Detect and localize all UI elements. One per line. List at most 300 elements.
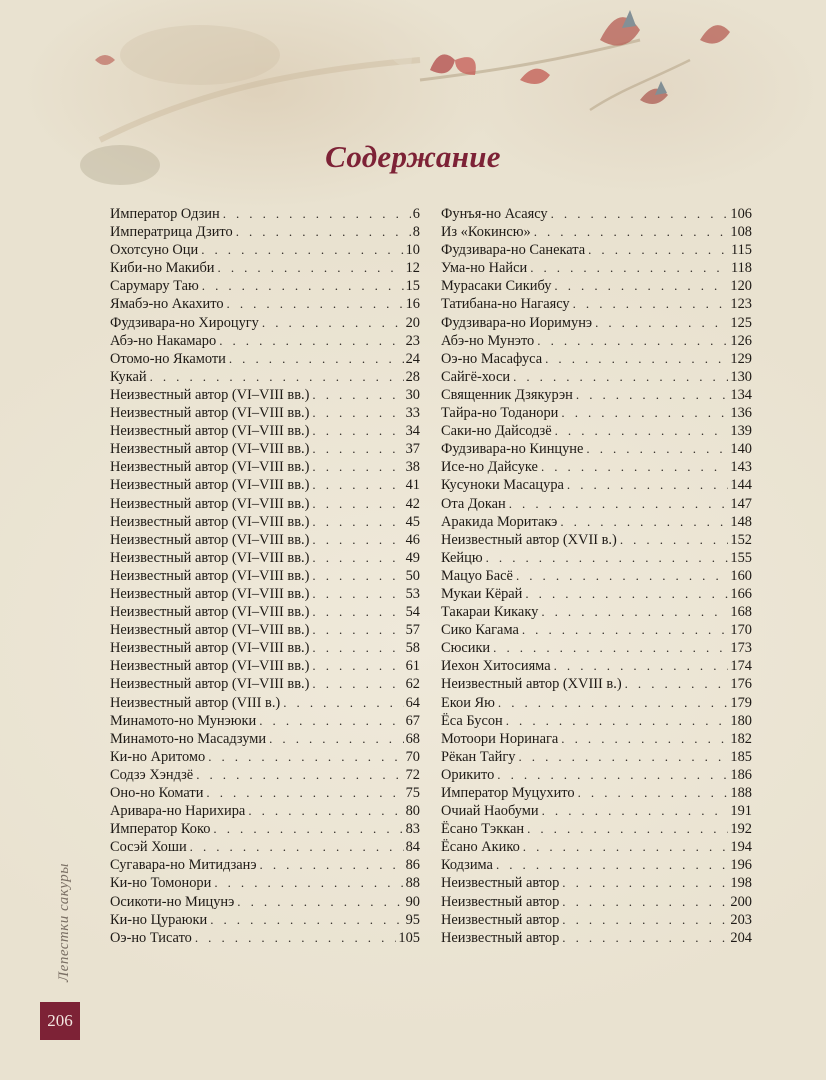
toc-entry-title: Аракида Моритакэ <box>441 513 558 530</box>
toc-entry <box>441 657 752 675</box>
toc-entry <box>110 567 420 585</box>
dot-leader <box>312 675 403 693</box>
toc-entry-page: 50 <box>405 567 420 584</box>
dot-leader <box>497 766 728 784</box>
toc-entry-page: 139 <box>730 423 752 440</box>
toc-entry-page: 170 <box>730 622 752 639</box>
toc-entry-title: Сосэй Хоши <box>110 839 187 856</box>
toc-entry-title: Содзэ Хэндзё <box>110 766 194 783</box>
dot-leader <box>573 295 729 313</box>
toc-entry-title: Неизвестный автор <box>441 893 560 910</box>
toc-entry <box>110 712 420 730</box>
dot-leader <box>312 567 403 585</box>
toc-entry-title: Охотсуно Оци <box>110 242 199 259</box>
toc-entry <box>110 513 420 531</box>
toc-entry-page: 129 <box>730 350 752 367</box>
dot-leader <box>312 458 403 476</box>
toc-entry-page: 49 <box>405 549 420 566</box>
toc-entry-page: 196 <box>730 857 752 874</box>
toc-entry <box>441 838 752 856</box>
dot-leader <box>560 513 728 531</box>
dot-leader <box>259 712 403 730</box>
toc-entry-page: 16 <box>405 296 420 313</box>
page-number-badge: 206 <box>40 1002 80 1040</box>
toc-entry <box>441 476 752 494</box>
dot-leader <box>554 277 728 295</box>
toc-entry-page: 20 <box>405 314 420 331</box>
page-title: Содержание <box>325 139 501 174</box>
toc-entry-title: Ямабэ-но Акахито <box>110 296 224 313</box>
toc-entry <box>441 874 752 892</box>
toc-entry-page: 42 <box>405 495 420 512</box>
toc-entry-title: Очиай Наобуми <box>441 803 539 820</box>
toc-entry-title: Саки-но Дайсодзё <box>441 423 552 440</box>
toc-entry-title: Неизвестный автор (VI–VIII вв.) <box>110 676 310 693</box>
toc-entry-title: Неизвестный автор (VI–VIII вв.) <box>110 567 310 584</box>
dot-leader <box>595 314 728 332</box>
toc-entry-page: 140 <box>730 441 752 458</box>
dot-leader <box>542 802 729 820</box>
toc-entry-page: 24 <box>405 350 420 367</box>
toc-entry-page: 166 <box>730 585 752 602</box>
toc-entry-title: Неизвестный автор (VI–VIII вв.) <box>110 459 310 476</box>
toc-entry-title: Иехон Хитосияма <box>441 658 551 675</box>
toc-entry-page: 204 <box>730 929 752 946</box>
toc-entry-title: Сугавара-но Митидзанэ <box>110 857 257 874</box>
toc-entry-page: 67 <box>405 712 420 729</box>
toc-entry-title: Оэ-но Тисато <box>110 929 192 946</box>
toc-entry-page: 192 <box>730 821 752 838</box>
dot-leader <box>312 440 403 458</box>
toc-entry-page: 80 <box>405 803 420 820</box>
dot-leader <box>506 712 729 730</box>
toc-entry <box>110 621 420 639</box>
toc-entry-title: Неизвестный автор (VI–VIII вв.) <box>110 658 310 675</box>
dot-leader <box>496 856 728 874</box>
toc-entry <box>441 368 752 386</box>
toc-entry-title: Неизвестный автор (VI–VIII вв.) <box>110 477 310 494</box>
toc-entry <box>441 603 752 621</box>
toc-entry-title: Император Одзин <box>110 206 220 222</box>
toc-entry-page: 186 <box>730 766 752 783</box>
toc-entry-page: 41 <box>405 477 420 494</box>
dot-leader <box>312 531 403 549</box>
toc-entry-title: Неизвестный автор (VI–VIII вв.) <box>110 405 310 422</box>
dot-leader <box>554 657 729 675</box>
dot-leader <box>219 332 403 350</box>
dot-leader <box>210 911 403 929</box>
toc-entry-title: Исе-но Дайсуке <box>441 459 538 476</box>
toc-entry-title: Абэ-но Мунэто <box>441 332 535 349</box>
dot-leader <box>588 241 729 259</box>
toc-entry-title: Сико Кагама <box>441 622 519 639</box>
dot-leader <box>213 820 403 838</box>
dot-leader <box>523 838 729 856</box>
dot-leader <box>562 911 728 929</box>
dot-leader <box>516 567 728 585</box>
toc-entry-title: Неизвестный автор (VI–VIII вв.) <box>110 513 310 530</box>
toc-entry-title: Фудзивара-но Иоримунэ <box>441 314 593 331</box>
toc-entry <box>110 911 420 929</box>
toc-entry-page: 152 <box>730 531 752 548</box>
dot-leader <box>312 476 403 494</box>
toc-entry-title: Сарумару Таю <box>110 278 199 295</box>
toc-entry-page: 194 <box>730 839 752 856</box>
dot-leader <box>269 730 404 748</box>
toc-entry-title: Из «Кокинсю» <box>441 224 531 241</box>
toc-entry-title: Кодзима <box>441 857 493 874</box>
dot-leader <box>562 929 728 947</box>
dot-leader <box>312 404 403 422</box>
toc-entry-page: 155 <box>730 549 752 566</box>
toc-entry-page: 46 <box>405 531 420 548</box>
dot-leader <box>518 748 728 766</box>
toc-entry-page: 123 <box>730 296 752 313</box>
dot-leader <box>551 205 729 223</box>
toc-entry-page: 64 <box>405 694 420 711</box>
toc-entry-title: Кейцю <box>441 549 483 566</box>
toc-entry <box>441 422 752 440</box>
toc-entry-title: Неизвестный автор (VI–VIII вв.) <box>110 604 310 621</box>
side-label: Лепестки сакуры <box>56 863 72 982</box>
toc-entry-title: Ёсано Тэккан <box>441 821 525 838</box>
dot-leader <box>214 874 403 892</box>
toc-entry-page: 6 <box>412 206 420 222</box>
toc-entry-page: 53 <box>405 585 420 602</box>
toc-entry <box>441 241 752 259</box>
dot-leader <box>545 350 728 368</box>
toc-entry <box>441 621 752 639</box>
toc-entry-title: Неизвестный автор (VI–VIII вв.) <box>110 495 310 512</box>
toc-entry-page: 75 <box>405 785 420 801</box>
dot-leader <box>562 893 728 911</box>
dot-leader <box>561 730 728 748</box>
toc-entry-title: Осикоти-но Мицунэ <box>110 893 235 910</box>
toc-right-column <box>441 205 752 947</box>
toc-entry <box>441 531 752 549</box>
toc-entry <box>110 223 420 241</box>
toc-entry <box>441 802 752 820</box>
toc-entry <box>441 404 752 422</box>
toc-entry-page: 188 <box>730 785 752 801</box>
toc-entry-page: 88 <box>405 875 420 892</box>
toc-entry-page: 136 <box>730 405 752 422</box>
dot-leader <box>486 549 729 567</box>
toc-entry-title: Ки-но Томонори <box>110 875 212 892</box>
toc-entry-page: 179 <box>730 694 752 711</box>
toc-entry <box>110 585 420 603</box>
toc-entry-page: 12 <box>405 260 420 277</box>
dot-leader <box>567 476 729 494</box>
toc-entry-title: Фудзивара-но Санеката <box>441 242 586 259</box>
dot-leader <box>312 603 403 621</box>
dot-leader <box>202 277 404 295</box>
toc-entry-title: Сюсики <box>441 640 491 657</box>
toc-entry <box>110 440 420 458</box>
toc-entry-page: 144 <box>730 477 752 494</box>
toc-entry <box>110 766 420 784</box>
toc-entry-page: 180 <box>730 712 752 729</box>
toc-entry-title: Неизвестный автор (VIII в.) <box>110 694 281 711</box>
toc-entry-title: Татибана-но Нагаясу <box>441 296 570 313</box>
dot-leader <box>312 422 403 440</box>
toc-entry-title: Сайгё-хоси <box>441 368 511 385</box>
toc-entry-page: 176 <box>730 676 752 693</box>
toc-entry-title: Ёса Бусон <box>441 712 503 729</box>
toc-entry-page: 37 <box>405 441 420 458</box>
toc-entry <box>110 549 420 567</box>
toc-entry-page: 174 <box>730 658 752 675</box>
toc-entry-page: 108 <box>730 224 752 241</box>
toc-entry-title: Неизвестный автор <box>441 875 560 892</box>
toc-entry-title: Минамото-но Мунэюки <box>110 712 257 729</box>
toc-entry-page: 198 <box>730 875 752 892</box>
toc-entry-title: Неизвестный автор (VI–VIII вв.) <box>110 640 310 657</box>
toc-entry <box>441 259 752 277</box>
toc-entry <box>110 368 420 386</box>
toc-entry-page: 90 <box>405 893 420 910</box>
toc-entry-page: 45 <box>405 513 420 530</box>
dot-leader <box>312 386 403 404</box>
dot-leader <box>218 259 404 277</box>
toc-entry <box>441 820 752 838</box>
toc-entry-page: 62 <box>405 676 420 693</box>
toc-entry-title: Неизвестный автор (VI–VIII вв.) <box>110 585 310 602</box>
dot-leader <box>530 259 729 277</box>
toc-entry-title: Такараи Кикаку <box>441 604 539 621</box>
dot-leader <box>312 657 403 675</box>
dot-leader <box>312 621 403 639</box>
toc-entry-title: Неизвестный автор (VI–VIII вв.) <box>110 441 310 458</box>
toc-entry <box>110 929 420 947</box>
dot-leader <box>578 784 729 802</box>
dot-leader <box>513 368 728 386</box>
dot-leader <box>493 639 728 657</box>
dot-leader <box>196 766 403 784</box>
toc-entry-page: 23 <box>405 332 420 349</box>
toc-entry <box>441 549 752 567</box>
toc-entry-title: Мурасаки Сикибу <box>441 278 552 295</box>
toc-entry-title: Аривара-но Нарихира <box>110 803 246 820</box>
dot-leader <box>312 549 403 567</box>
toc-entry-page: 120 <box>730 278 752 295</box>
dot-leader <box>509 495 729 513</box>
toc-entry <box>441 766 752 784</box>
toc-entry-page: 126 <box>730 332 752 349</box>
toc-entry-title: Оно-но Комати <box>110 785 204 801</box>
toc-entry-page: 61 <box>405 658 420 675</box>
toc-entry-title: Минамото-но Масадзуми <box>110 730 267 747</box>
toc-entry-title: Фудзивара-но Кинцуне <box>441 441 584 458</box>
dot-leader <box>527 820 728 838</box>
dot-leader <box>576 386 729 404</box>
toc-entry-title: Мацуо Басё <box>441 567 513 584</box>
toc-entry <box>441 748 752 766</box>
toc-entry-page: 160 <box>730 567 752 584</box>
toc-entry <box>110 495 420 513</box>
toc-entry-title: Император Муцухито <box>441 785 575 801</box>
toc-entry <box>441 784 752 802</box>
toc-entry <box>110 277 420 295</box>
toc-entry-title: Неизвестный автор (XVIII в.) <box>441 676 622 693</box>
toc-left-column <box>110 205 420 947</box>
dot-leader <box>227 295 404 313</box>
dot-leader <box>525 585 728 603</box>
toc-entry <box>441 314 752 332</box>
toc-entry <box>110 639 420 657</box>
toc-entry-page: 118 <box>730 260 752 277</box>
toc-entry <box>110 422 420 440</box>
toc-entry-page: 58 <box>405 640 420 657</box>
toc-entry <box>110 748 420 766</box>
toc-entry <box>110 730 420 748</box>
toc-entry-title: Мотоори Норинага <box>441 730 559 747</box>
toc-entry-page: 68 <box>405 730 420 747</box>
dot-leader <box>620 531 729 549</box>
toc-entry-title: Неизвестный автор (VI–VIII вв.) <box>110 549 310 566</box>
toc-entry-page: 70 <box>405 748 420 765</box>
toc-entry-title: Тайра-но Тоданори <box>441 405 559 422</box>
toc-entry-title: Орикито <box>441 766 495 783</box>
toc-entry-page: 200 <box>730 893 752 910</box>
toc-entry-page: 134 <box>730 386 752 403</box>
toc-entry <box>110 603 420 621</box>
toc-entry <box>441 675 752 693</box>
toc-entry-title: Оэ-но Масафуса <box>441 350 543 367</box>
bud-icon <box>600 10 730 104</box>
dot-leader <box>537 332 728 350</box>
toc-entry-page: 191 <box>730 803 752 820</box>
toc-entry-page: 10 <box>405 242 420 259</box>
dot-leader <box>312 495 403 513</box>
toc-entry-title: Неизвестный автор (XVII в.) <box>441 531 617 548</box>
toc-entry <box>110 531 420 549</box>
dot-leader <box>206 784 403 802</box>
dot-leader <box>190 838 404 856</box>
toc-entry-title: Неизвестный автор <box>441 929 560 946</box>
toc-entry-title: Неизвестный автор (VI–VIII вв.) <box>110 423 310 440</box>
dot-leader <box>562 874 728 892</box>
toc-entry-title: Неизвестный автор (VI–VIII вв.) <box>110 622 310 639</box>
toc-entry-page: 105 <box>398 929 420 946</box>
toc-entry <box>441 332 752 350</box>
toc-entry <box>110 404 420 422</box>
toc-entry-title: Ки-но Цураюки <box>110 911 208 928</box>
toc-entry <box>441 223 752 241</box>
toc-entry <box>441 386 752 404</box>
dot-leader <box>586 440 728 458</box>
toc-entry-page: 38 <box>405 459 420 476</box>
toc-entry <box>110 259 420 277</box>
toc-entry <box>110 350 420 368</box>
toc-entry-title: Ота Докан <box>441 495 506 512</box>
toc-entry-page: 72 <box>405 766 420 783</box>
toc-entry <box>110 694 420 712</box>
toc-entry-page: 185 <box>730 748 752 765</box>
toc-entry <box>110 675 420 693</box>
toc-entry <box>110 476 420 494</box>
dot-leader <box>236 223 411 241</box>
toc-entry-page: 54 <box>405 604 420 621</box>
dot-leader <box>237 893 403 911</box>
dot-leader <box>534 223 729 241</box>
toc-entry <box>441 694 752 712</box>
toc-entry-title: Екои Яю <box>441 694 495 711</box>
dot-leader <box>312 585 403 603</box>
dot-leader <box>561 404 728 422</box>
dot-leader <box>201 241 403 259</box>
toc-entry-page: 30 <box>405 386 420 403</box>
toc-entry <box>441 856 752 874</box>
dot-leader <box>229 350 404 368</box>
toc-entry-page: 83 <box>405 821 420 838</box>
toc-entry <box>110 314 420 332</box>
toc-entry <box>110 893 420 911</box>
toc-entry-page: 147 <box>730 495 752 512</box>
dot-leader <box>223 205 411 223</box>
toc-entry-page: 148 <box>730 513 752 530</box>
toc-entry <box>110 838 420 856</box>
toc-entry <box>441 639 752 657</box>
toc-entry <box>110 458 420 476</box>
dot-leader <box>262 314 404 332</box>
toc-entry-page: 33 <box>405 405 420 422</box>
toc-entry-page: 95 <box>405 911 420 928</box>
toc-entry <box>441 585 752 603</box>
toc-entry <box>110 874 420 892</box>
toc-entry-title: Фудзивара-но Хироцугу <box>110 314 259 331</box>
toc-entry-title: Неизвестный автор <box>441 911 560 928</box>
toc-entry <box>441 295 752 313</box>
toc-entry-page: 28 <box>405 368 420 385</box>
toc-entry <box>441 277 752 295</box>
toc-entry <box>441 513 752 531</box>
dot-leader <box>555 422 729 440</box>
dot-leader <box>208 748 403 766</box>
toc-entry-title: Кусуноки Масацура <box>441 477 564 494</box>
toc-entry-title: Ёсано Акико <box>441 839 520 856</box>
toc-entry-title: Кукай <box>110 368 147 385</box>
toc-entry-page: 143 <box>730 459 752 476</box>
toc-entry <box>110 241 420 259</box>
toc-entry <box>441 567 752 585</box>
toc-entry-page: 130 <box>730 368 752 385</box>
toc-entry <box>441 350 752 368</box>
dot-leader <box>260 856 404 874</box>
dot-leader <box>498 694 729 712</box>
toc-entry <box>110 205 420 223</box>
toc-entry-page: 106 <box>730 206 752 222</box>
dot-leader <box>541 458 728 476</box>
toc-entry-title: Абэ-но Накамаро <box>110 332 217 349</box>
dot-leader <box>283 694 403 712</box>
toc-entry <box>441 730 752 748</box>
toc-entry-page: 203 <box>730 911 752 928</box>
toc-entry-title: Мукаи Кёрай <box>441 585 523 602</box>
toc-entry <box>110 820 420 838</box>
toc-entry-page: 115 <box>730 242 752 259</box>
toc-entry-page: 8 <box>412 224 420 241</box>
toc-entry-title: Отомо-но Якамоти <box>110 350 226 367</box>
toc-entry-page: 34 <box>405 423 420 440</box>
toc-entry-page: 15 <box>405 278 420 295</box>
toc-entry-page: 173 <box>730 640 752 657</box>
toc-entry-title: Император Коко <box>110 821 211 838</box>
toc-entry-title: Фунъя-но Асаясу <box>441 206 548 222</box>
toc-entry-title: Ки-но Аритомо <box>110 748 206 765</box>
toc-entry-title: Ума-но Найси <box>441 260 528 277</box>
dot-leader <box>150 368 404 386</box>
